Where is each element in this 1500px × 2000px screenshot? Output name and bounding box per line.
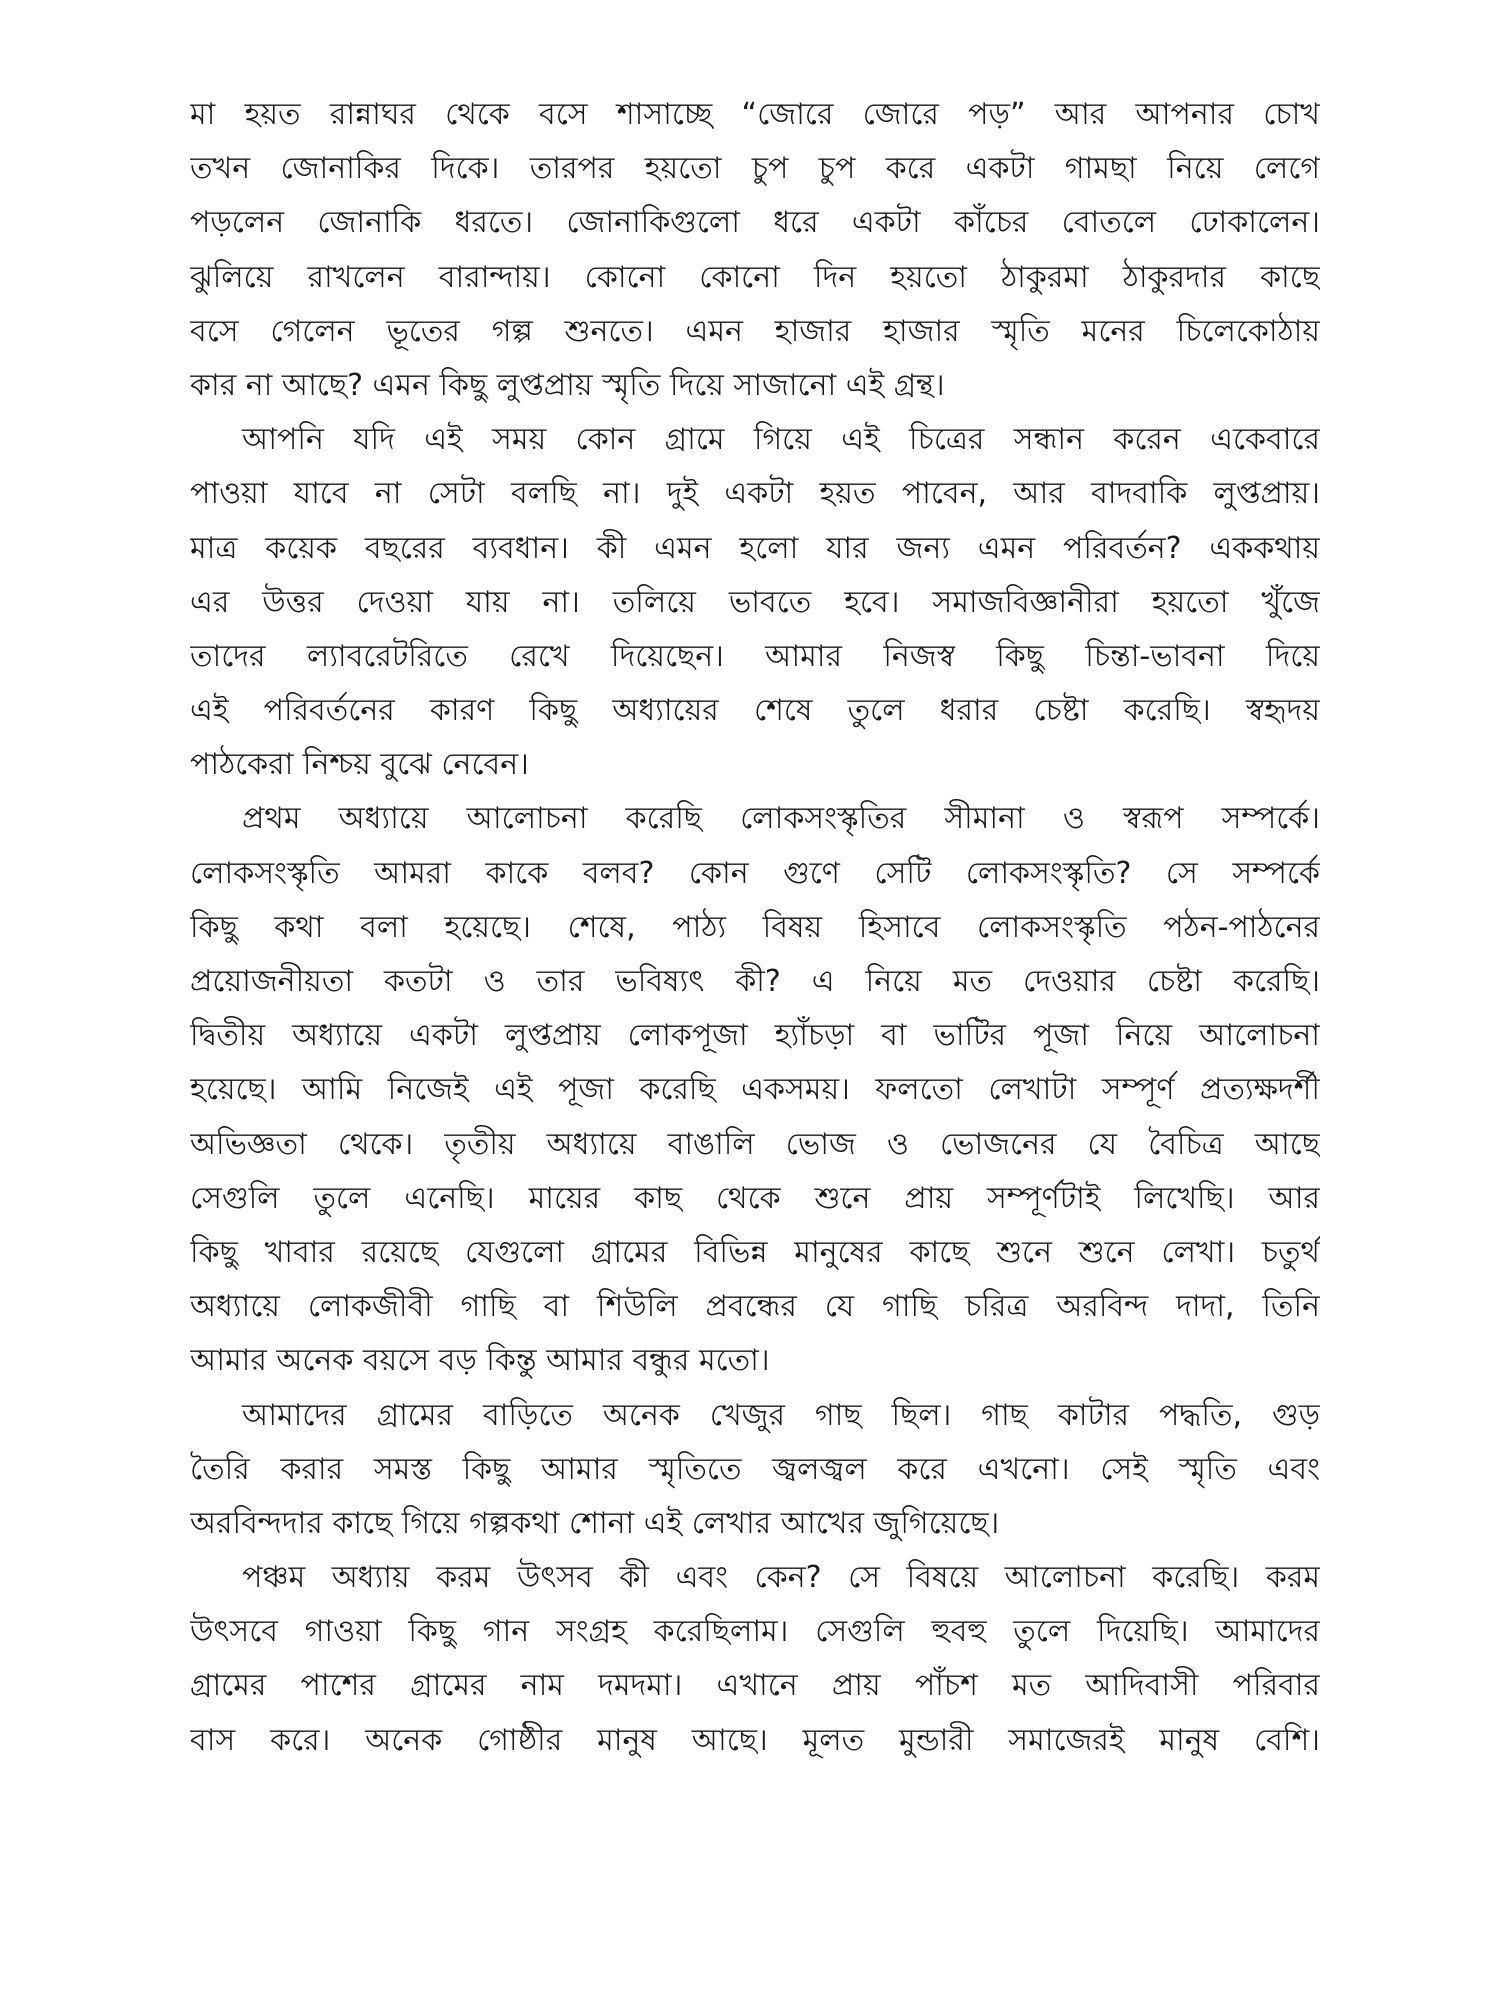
text-line: তখন জোনাকির দিকে। তারপর হয়তো চুপ চুপ করে একটা গামছা নিয়ে লেগে <box>190 151 1320 187</box>
text-line: তাদের ল্যাবরেটরিতে রেখে দিয়েছেন। আমার নিজস্ব কিছু চিন্তা-ভাবনা দিয়ে <box>190 638 1320 674</box>
text-line: সেগুলি তুলে এনেছি। মায়ের কাছ থেকে শুনে প্রায় সম্পূর্ণটাই লিখেছি। আর <box>190 1180 1320 1216</box>
text-line: ঝুলিয়ে রাখলেন বারান্দায়। কোনো কোনো দিন হয়তো ঠাকুরমা ঠাকুরদার কাছে <box>190 259 1320 295</box>
text-line: বসে গেলেন ভূতের গল্প শুনতে। এমন হাজার হাজার স্মৃতি মনের চিলেকোঠায় <box>190 313 1320 349</box>
paragraph-first-line: প্রথম অধ্যায়ে আলোচনা করেছি লোকসংস্কৃতির সীমানা ও স্বরূপ সম্পর্কে। <box>242 801 1320 837</box>
body-text <box>190 88 1320 1768</box>
text-line: পড়লেন জোনাকি ধরতে। জোনাকিগুলো ধরে একটা কাঁচের বোতলে ঢোকালেন। <box>190 205 1320 241</box>
text-line: অভিজ্ঞতা থেকে। তৃতীয় অধ্যায়ে বাঙালি ভোজ ও ভোজনের যে বৈচিত্র আছে <box>190 1126 1320 1162</box>
paragraph-first-line: আপনি যদি এই সময় কোন গ্রামে গিয়ে এই চিত্রের সন্ধান করেন একেবারে <box>242 422 1320 458</box>
paragraph-first-line: আমাদের গ্রামের বাড়িতে অনেক খেজুর গাছ ছিল। গাছ কাটার পদ্ধতি, গুড় <box>242 1397 1320 1433</box>
text-line: প্রয়োজনীয়তা কতটা ও তার ভবিষ্যৎ কী? এ নিয়ে মত দেওয়ার চেষ্টা করেছি। <box>190 964 1320 999</box>
text-line: লোকসংস্কৃতি আমরা কাকে বলব? কোন গুণে সেটি লোকসংস্কৃতি? সে সম্পর্কে <box>190 855 1320 891</box>
text-line: আমার অনেক বয়সে বড় কিন্তু আমার বন্ধুর মতো। <box>190 1343 770 1379</box>
text-line: কিছু খাবার রয়েছে যেগুলো গ্রামের বিভিন্ন মানুষের কাছে শুনে শুনে লেখা। চতুর্থ <box>190 1234 1320 1270</box>
text-line: এই পরিবর্তনের কারণ কিছু অধ্যায়ের শেষে তুলে ধরার চেষ্টা করেছি। স্বহৃদয় <box>190 693 1320 729</box>
paragraph-first-line: পঞ্চম অধ্যায় করম উৎসব কী এবং কেন? সে বিষয়ে আলোচনা করেছি। করম <box>242 1560 1320 1596</box>
text-line: বাস করে। অনেক গোষ্ঠীর মানুষ আছে। মূলত মুন্ডারী সমাজেরই মানুষ বেশি। <box>190 1722 1320 1758</box>
text-line: অরবিন্দদার কাছে গিয়ে গল্পকথা শোনা এই লেখার আখের জুগিয়েছে। <box>190 1505 1000 1541</box>
text-line: পাঠকেরা নিশ্চয় বুঝে নেবেন। <box>190 747 529 783</box>
text-line: কিছু কথা বলা হয়েছে। শেষে, পাঠ্য বিষয় হিসাবে লোকসংস্কৃতি পঠন-পাঠনের <box>190 909 1320 945</box>
text-line: মাত্র কয়েক বছরের ব্যবধান। কী এমন হলো যার জন্য এমন পরিবর্তন? এককথায় <box>190 530 1320 566</box>
text-line: দ্বিতীয় অধ্যায়ে একটা লুপ্তপ্রায় লোকপূজা হ্যাঁচড়া বা ভাটির পূজা নিয়ে আলোচনা <box>190 1018 1320 1054</box>
text-line: অধ্যায়ে লোকজীবী গাছি বা শিউলি প্রবন্ধের যে গাছি চরিত্র অরবিন্দ দাদা, তিনি <box>190 1289 1320 1325</box>
text-line: মা হয়ত রান্নাঘর থেকে বসে শাসাচ্ছে “জোরে জোরে পড়” আর আপনার চোখ <box>190 97 1320 132</box>
text-line: পাওয়া যাবে না সেটা বলছি না। দুই একটা হয়ত পাবেন, আর বাদবাকি লুপ্তপ্রায়। <box>190 476 1320 512</box>
text-line: গ্রামের পাশের গ্রামের নাম দমদমা। এখানে প্রায় পাঁচশ মত আদিবাসী পরিবার <box>190 1668 1320 1704</box>
text-line: এর উত্তর দেওয়া যায় না। তলিয়ে ভাবতে হবে। সমাজবিজ্ঞানীরা হয়তো খুঁজে <box>190 584 1320 620</box>
text-line: উৎসবে গাওয়া কিছু গান সংগ্রহ করেছিলাম। সেগুলি হুবহু তুলে দিয়েছি। আমাদের <box>190 1614 1320 1650</box>
text-line: তৈরি করার সমস্ত কিছু আমার স্মৃতিতে জ্বলজ্বল করে এখনো। সেই স্মৃতি এবং <box>190 1451 1320 1487</box>
text-line: হয়েছে। আমি নিজেই এই পূজা করেছি একসময়। ফলতো লেখাটা সম্পূর্ণ প্রত্যক্ষদর্শী <box>190 1072 1320 1108</box>
text-line: কার না আছে? এমন কিছু লুপ্তপ্রায় স্মৃতি দিয়ে সাজানো এই গ্রন্থ। <box>190 367 945 403</box>
